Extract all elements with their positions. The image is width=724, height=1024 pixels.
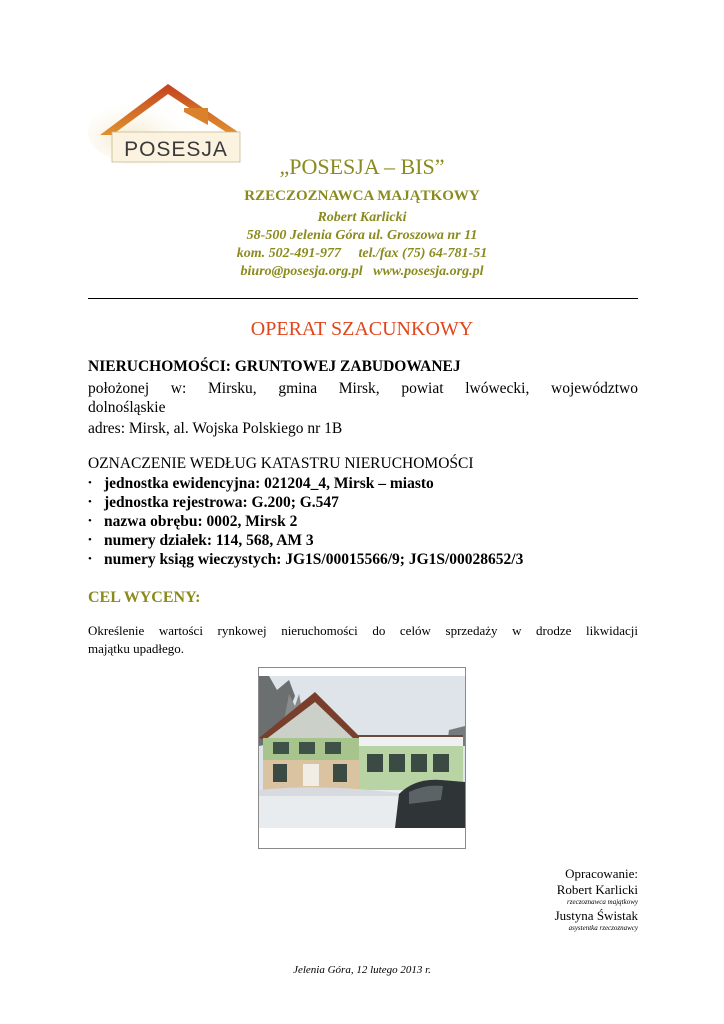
bullet-icon: •: [88, 477, 92, 489]
property-address: adres: Mirsk, al. Wojska Polskiego nr 1B: [88, 420, 343, 437]
bullet-icon: •: [88, 534, 92, 546]
purpose-line1: Określenie wartości rynkowej nieruchomości do celów sprzedaży w drodze likwidacji: [88, 623, 638, 638]
list-item: • jednostka rejestrowa: G.200; G.547: [88, 494, 339, 511]
cadastre-list: [88, 474, 523, 569]
signature-label: Opracowanie:: [565, 866, 638, 881]
footer-place-date: Jelenia Góra, 12 lutego 2013 r.: [293, 964, 431, 976]
signature-role-2: asystentka rzeczoznawcy: [568, 924, 638, 932]
firm-address: 58-500 Jelenia Góra ul. Groszowa nr 11: [246, 228, 478, 243]
bullet-icon: •: [88, 553, 92, 565]
property-location-line1: położonej w: Mirsku, gmina Mirsk, powiat lwówecki, województwo: [88, 380, 638, 397]
signature-role-1: rzeczoznawca majątkowy: [567, 898, 638, 906]
signature-name-2: Justyna Świstak: [554, 908, 638, 923]
list-item: • nazwa obrębu: 0002, Mirsk 2: [88, 513, 298, 530]
signature-name-1: Robert Karlicki: [556, 882, 638, 897]
property-photo: [258, 667, 466, 849]
logo-text: POSESJA: [124, 138, 228, 161]
firm-contact-web: biuro@posesja.org.pl www.posesja.org.pl: [240, 264, 484, 279]
list-item: • jednostka ewidencyjna: 021204_4, Mirsk – miasto: [88, 475, 434, 492]
property-location-line2: dolnośląskie: [88, 399, 166, 416]
purpose-heading: CEL WYCENY:: [88, 589, 201, 606]
bullet-icon: •: [88, 515, 92, 527]
header-divider: [88, 298, 638, 299]
firm-name: „POSESJA – BIS”: [279, 154, 445, 179]
property-heading: NIERUCHOMOŚCI: GRUNTOWEJ ZABUDOWANEJ: [88, 358, 461, 375]
purpose-description: [88, 622, 638, 658]
document-title: OPERAT SZACUNKOWY: [250, 318, 474, 340]
bullet-icon: •: [88, 496, 92, 508]
firm-person: Robert Karlicki: [317, 210, 407, 225]
list-item: • numery działek: 114, 568, AM 3: [88, 532, 314, 549]
cadastre-heading: OZNACZENIE WEDŁUG KATASTRU NIERUCHOMOŚCI: [88, 455, 474, 472]
firm-phones: kom. 502-491-977 tel./fax (75) 64-781-51: [236, 246, 488, 261]
firm-subtitle: RZECZOZNAWCA MAJĄTKOWY: [244, 188, 480, 204]
purpose-line2: majątku upadłego.: [88, 641, 185, 656]
list-item: • numery ksiąg wieczystych: JG1S/00015566/9; JG1S/00028652/3: [88, 551, 524, 568]
